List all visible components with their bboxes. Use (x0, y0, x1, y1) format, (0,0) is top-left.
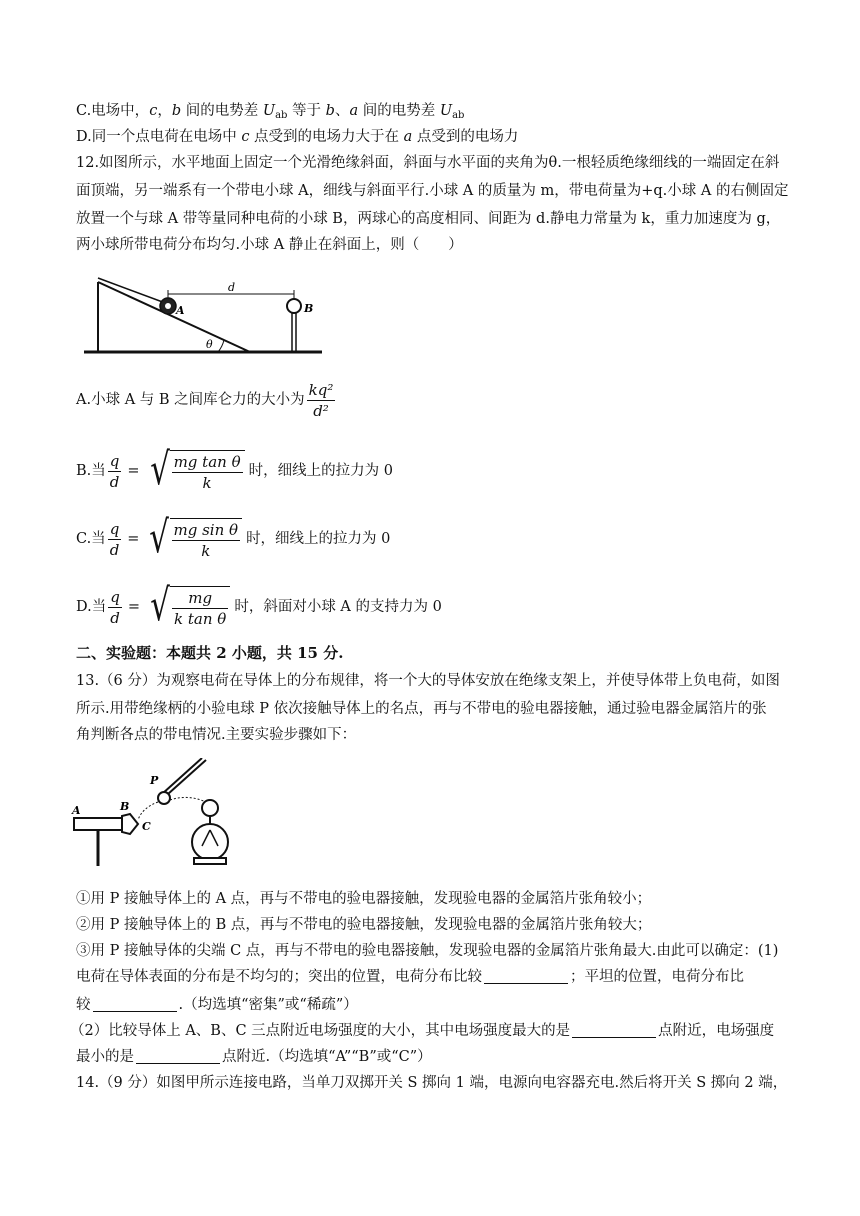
thread (98, 278, 168, 304)
conductor-body (74, 818, 122, 830)
q13-part2b: 最小的是 点附近.（均选填“A”“B”或“C”） (76, 1049, 432, 1065)
label-b: B (304, 302, 314, 315)
probe-ball (158, 792, 170, 804)
coulomb-fraction: $\frac{\text{kq²}}{\text{d²}}$ (308, 380, 334, 420)
answer-blank-2[interactable] (93, 995, 177, 1012)
q13-line2: 所示.用带绝缘柄的小验电球 P 依次接触导体上的名点，再与不带电的验电器接触，通过验电器金属箔片的张 (76, 701, 767, 717)
q12-line3: 放置一个与球 A 带等量同种电荷的小球 B，两球心的高度相同、间距为 d.静电力常量为 k，重力加速度为 g， (76, 211, 781, 227)
q13-line3: 角判断各点的带电情况.主要实验步骤如下： (76, 727, 357, 743)
answer-blank-4[interactable] (136, 1047, 220, 1064)
q13-line1: 13.（6 分）为观察电荷在导体上的分布规律，将一个大的导体安放在绝缘支架上，并使导体带上负电荷，如图 (76, 673, 780, 689)
answer-blank-3[interactable] (572, 1021, 656, 1038)
q12-line1: 12.如图所示，水平地面上固定一个光滑绝缘斜面，斜面与水平面的夹角为θ.一根轻质绝缘细线的一端固定在斜 (76, 155, 780, 171)
probe-handle (162, 758, 202, 794)
label-p: P (150, 774, 159, 787)
electroscope-knob (202, 800, 218, 816)
q13-step3b: 电荷在导体表面的分布是不均匀的；突出的位置，电荷分布比较 ；平坦的位置，电荷分布比 (76, 969, 744, 985)
q12-option-a: A.小球 A 与 B 之间库仑力的大小为 $\frac{\text{kq²}}{\text{d²}}$ (76, 380, 334, 420)
label-c: C (142, 820, 151, 833)
q12-line2: 面顶端，另一端系有一个带电小球 A，细线与斜面平行.小球 A 的质量为 m，带电荷量为+q.小球 A 的右侧固定 (76, 183, 789, 199)
path-to-electroscope (170, 797, 206, 802)
label-a: A (72, 804, 81, 817)
q12-line4: 两小球所带电荷分布均匀.小球 A 静止在斜面上，则（ ） (76, 237, 463, 253)
q13-part2: （2）比较导体上 A、B、C 三点附近电场强度的大小，其中电场强度最大的是 点附近，电场强度 (70, 1023, 775, 1039)
q14-line1: 14.（9 分）如图甲所示连接电路，当单刀双掷开关 S 掷向 1 端，电源向电容器充电.然后将开关 S 掷向 2 端， (76, 1075, 788, 1091)
option-d-line: D.同一个点电荷在电场中 c 点受到的电场力大于在 a 点受到的电场力 (76, 129, 519, 145)
q13-step3: ③用 P 接触导体的尖端 C 点，再与不带电的验电器接触，发现验电器的金属箔片张角最大.由此可以确定：(1) (76, 943, 779, 959)
label-d: d (228, 281, 236, 294)
incline-figure (80, 262, 350, 362)
q13-step3c: 较 .（均选填“密集”或“稀疏”） (76, 997, 358, 1013)
q13-step2: ②用 P 接触导体上的 B 点，再与不带电的验电器接触，发现验电器的金属箔片张角较大； (76, 917, 652, 933)
conductor-tip (122, 814, 138, 834)
electroscope-base (194, 858, 226, 864)
label-theta: θ (206, 338, 213, 351)
label-b: B (120, 800, 130, 813)
q12-option-b: B.当 $\frac{q}{d}$ = √ $\frac{\text{mg tan θ}}{k}$ 时，细线上的拉力为 0 (76, 443, 393, 495)
ball-a-highlight (165, 303, 171, 309)
section-heading: 二、实验题：本题共 2 小题，共 15 分. (76, 644, 344, 662)
q12-option-c: C.当 $\frac{q}{d}$ = √ $\frac{\text{mg sin θ}}{k}$ 时，细线上的拉力为 0 (76, 511, 391, 563)
q12-option-d: D.当 $\frac{q}{d}$ = √ $\frac{mg}{\text{k tan θ}}$ 时，斜面对小球 A 的支持力为 0 (76, 579, 442, 631)
path-to-conductor (138, 802, 158, 820)
electroscope-jar (192, 824, 228, 860)
label-a: A (176, 304, 185, 317)
answer-blank-1[interactable] (484, 967, 568, 984)
q13-step1: ①用 P 接触导体上的 A 点，再与不带电的验电器接触，发现验电器的金属箔片张角较小； (76, 891, 652, 907)
conductor-figure (68, 758, 248, 874)
option-c-line: C.电场中，c，b 间的电势差 $U_{ab}$ 等于 b、a 间的电势差 $U_{ab}$ (76, 103, 465, 121)
ball-b (287, 299, 301, 313)
angle-arc (218, 340, 224, 352)
